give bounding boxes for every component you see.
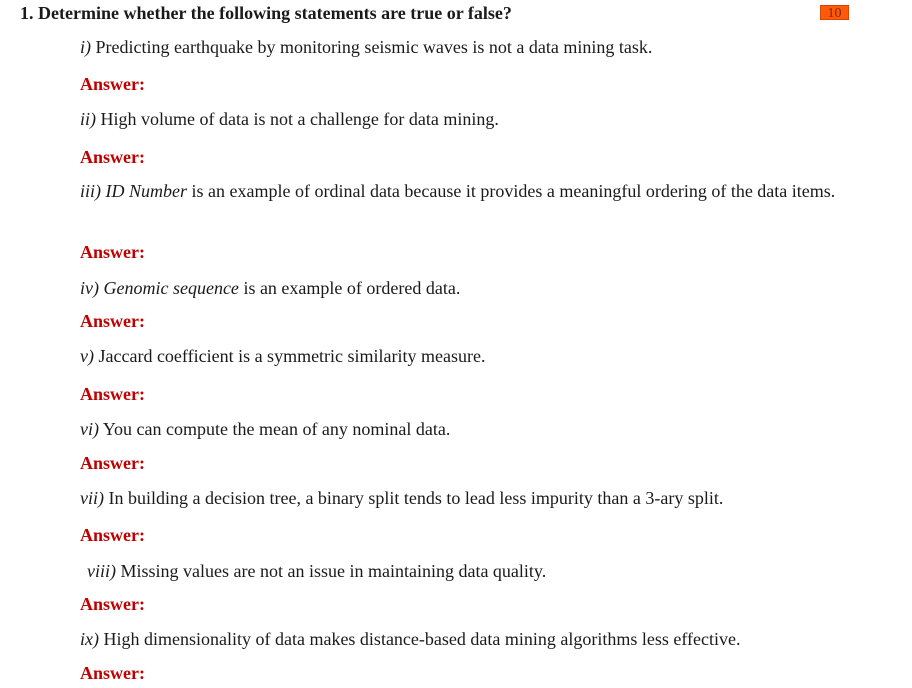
statement-emphasis: ID Number	[105, 181, 187, 201]
answer-label-5: Answer:	[80, 384, 145, 404]
statement-number: vii)	[80, 488, 104, 508]
question-heading	[20, 3, 512, 24]
answer-label-7: Answer:	[80, 525, 145, 545]
statement-7	[80, 487, 860, 510]
statement-text: is an example of ordered data.	[238, 278, 461, 298]
question-title: Determine whether the following statements are true or false?	[38, 3, 512, 23]
statement-number: ix)	[80, 629, 99, 649]
statement-number: vi)	[80, 419, 99, 439]
answer-label-1: Answer:	[80, 74, 145, 94]
statement-number: viii)	[87, 561, 116, 581]
statement-5	[80, 345, 860, 368]
statement-number: iv)	[80, 278, 99, 298]
statement-9	[80, 628, 860, 651]
statement-text: Jaccard coefficient is a symmetric similarity measure.	[93, 346, 486, 366]
statement-text: High dimensionality of data makes distance-based data mining algorithms less effective.	[98, 629, 741, 649]
statement-1	[80, 36, 860, 59]
statement-number: iii)	[80, 181, 101, 201]
statement-text: is an example of ordinal data because it provides a meaningful ordering of the data items.	[187, 181, 836, 201]
statement-3	[80, 180, 840, 203]
points-badge: 10	[820, 5, 849, 20]
statement-emphasis: Genomic sequence	[103, 278, 239, 298]
statement-number: ii)	[80, 109, 96, 129]
statement-text: High volume of data is not a challenge for data mining.	[96, 109, 499, 129]
statement-text: In building a decision tree, a binary split tends to lead less impurity than a 3-ary split.	[104, 488, 724, 508]
answer-label-8: Answer:	[80, 594, 145, 614]
answer-label-3: Answer:	[80, 242, 145, 262]
statement-4	[80, 277, 860, 300]
statement-text: Predicting earthquake by monitoring seismic waves is not a data mining task.	[91, 37, 653, 57]
question-number: 1.	[20, 3, 34, 23]
statement-number: i)	[80, 37, 91, 57]
statement-8	[87, 560, 867, 583]
statement-6	[80, 418, 860, 441]
statement-number: v)	[80, 346, 94, 366]
answer-label-6: Answer:	[80, 453, 145, 473]
answer-label-4: Answer:	[80, 311, 145, 331]
answer-label-9: Answer:	[80, 663, 145, 683]
answer-label-2: Answer:	[80, 147, 145, 167]
statement-text: You can compute the mean of any nominal data.	[98, 419, 451, 439]
statement-text: Missing values are not an issue in maintaining data quality.	[116, 561, 547, 581]
statement-2	[80, 108, 860, 131]
